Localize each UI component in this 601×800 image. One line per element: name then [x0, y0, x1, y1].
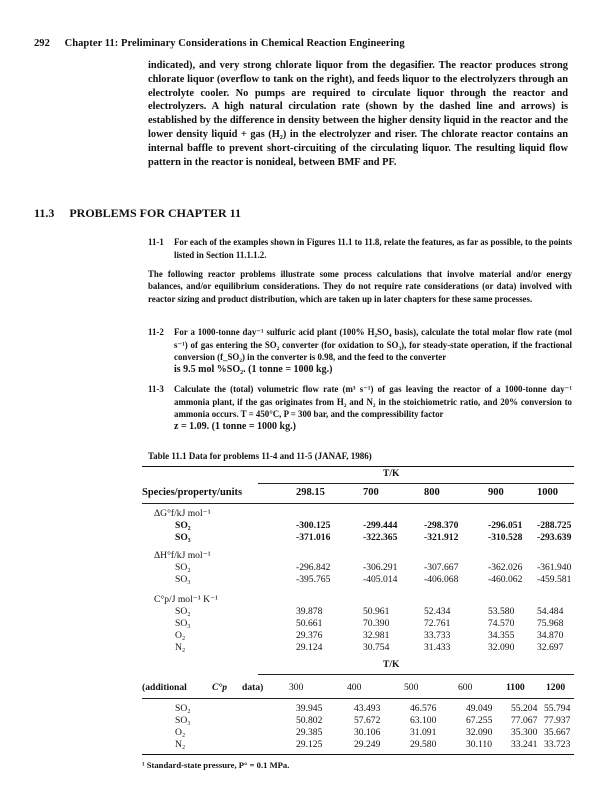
problem-11-3	[148, 383, 572, 433]
additional-label-end: data)	[242, 682, 264, 693]
additional-symbol: C°p	[212, 682, 228, 693]
table-row: O₂ 29.376 32.981 33.733 34.355 34.870	[175, 630, 564, 641]
table-row: SO₃ -395.765 -405.014 -406.068 -460.062 -459.581	[175, 574, 572, 585]
column-header-temp: 700	[363, 487, 379, 498]
problem-number: 11-2	[148, 327, 164, 337]
column-header-temp: 900	[488, 487, 504, 498]
table-row: SO₃ 50.661 70.390 72.761 74.570 75.968	[175, 618, 564, 629]
column-header-temp: 298.15	[296, 487, 325, 498]
table-row: SO₂ -300.125 -299.444 -298.370 -296.051 -288.725	[175, 520, 572, 531]
additional-label: (additional	[142, 682, 187, 693]
table-row: SO₂ -296.842 -306.291 -307.667 -362.026 -361.940	[175, 562, 572, 573]
table-row: SO₃ -371.016 -322.365 -321.912 -310.528 -293.639	[175, 532, 572, 543]
additional-header-rule	[142, 698, 574, 699]
table-row: SO₂ 39.945 43.493 46.576 49.049 55.204 55.794	[175, 703, 571, 714]
chapter-title: Chapter 11: Preliminary Considerations in Chemical Reaction Engineering	[64, 38, 405, 49]
table-header-row	[142, 487, 574, 499]
table-row: O₂ 29.385 30.106 31.091 32.090 35.300 35.667	[175, 727, 571, 738]
problem-11-2	[148, 326, 572, 376]
section-number: 11.3	[34, 206, 55, 220]
table-row: SO₃ 50.802 57.672 63.100 67.255 77.067 77.937	[175, 715, 571, 726]
column-header-temp: 1000	[537, 487, 558, 498]
group-label: ΔG°f/kJ mol⁻¹	[154, 508, 211, 519]
problem-text: Calculate the (total) volumetric flow rate (m³ s⁻¹) of gas leaving the reactor of a 1000-tonne day⁻¹ ammonia plant, if the gas originates from H₂ and N₂ in the stoichiometric ratio, and 20% conversion to ammonia occurs. T = 450°C, P = 300 bar, and the compressibility factor	[174, 384, 572, 420]
section-heading	[34, 206, 241, 221]
problem-11-1	[148, 236, 572, 261]
problems-note: The following reactor problems illustrate some process calculations that involve material and/or energy balances, and/or equilibrium considerations. They do not require rate considerations (or data) involved with reactor sizing and product distribution, which are taken up in later chapters for these same processes.	[148, 269, 572, 304]
page-header	[34, 38, 405, 49]
column-header-species: Species/property/units	[142, 487, 243, 498]
table-row: N₂ 29.124 30.754 31.433 32.090 32.697	[175, 642, 564, 653]
group-label: ΔH°f/kJ mol⁻¹	[154, 550, 211, 561]
tk-rule	[258, 483, 574, 484]
problem-text: For each of the examples shown in Figures 11.1 to 11.8, relate the features, as far as possible, to the points listed in Section 11.1.1.2.	[174, 237, 572, 260]
page-number: 292	[34, 38, 50, 49]
additional-header-row: (additional C°p data) 300 400 500 600 1100 1200	[142, 682, 566, 693]
problem-number: 11-1	[148, 237, 164, 247]
section-title: PROBLEMS FOR CHAPTER 11	[69, 206, 242, 220]
table-row: SO₂ 39.878 50.961 52.434 53.580 54.484	[175, 606, 564, 617]
tk-label-2: T/K	[383, 660, 400, 670]
column-header-temp: 800	[424, 487, 440, 498]
problem-text: For a 1000-tonne day⁻¹ sulfuric acid plant (100% H₂SO₄ basis), calculate the total molar flow rate (mol s⁻¹) of gas entering the SO₂ converter (for oxidation to SO₃), for steady-state operation, if the fractional conversion (f_SO₂) in the converter is 0.98, and the feed to the converter	[174, 327, 572, 363]
table-row: N₂ 29.125 29.249 29.580 30.110 33.241 33.723	[175, 739, 571, 750]
table-top-rule	[142, 466, 574, 467]
group-label: C°p/J mol⁻¹ K⁻¹	[154, 594, 218, 605]
problem-text-tail: z = 1.09. (1 tonne = 1000 kg.)	[174, 420, 296, 432]
problem-text-tail: is 9.5 mol %SO₂. (1 tonne = 1000 kg.)	[174, 363, 333, 375]
table-footnote: ¹ Standard-state pressure, P° = 0.1 MPa.	[142, 760, 290, 770]
header-rule	[142, 503, 574, 504]
tk-label: T/K	[383, 469, 400, 479]
table-bottom-rule	[142, 754, 574, 755]
tk-rule-2	[258, 674, 574, 675]
intro-paragraph: indicated), and very strong chlorate liquor from the degasifier. The reactor produces strong chlorate liquor (overflow to tank on the right), and feeds liquor to the electrolyzers through an electrolyte cooler. No pumps are required to circulate liquor through the reactor and electrolyzers. A high natural circulation rate (shown by the dashed line and arrows) is established by the difference in density between the higher density liquid in the reactor and the lower density liquid + gas (H₂) in the electrolyzer and riser. The chlorate reactor contains an internal baffle to prevent short-circuiting of the circulating liquor. The resulting liquid flow pattern in the reactor is nonideal, between BMF and PF.	[148, 60, 568, 168]
table-caption: Table 11.1 Data for problems 11-4 and 11-5 (JANAF, 1986)	[148, 451, 372, 461]
problem-number: 11-3	[148, 384, 164, 394]
